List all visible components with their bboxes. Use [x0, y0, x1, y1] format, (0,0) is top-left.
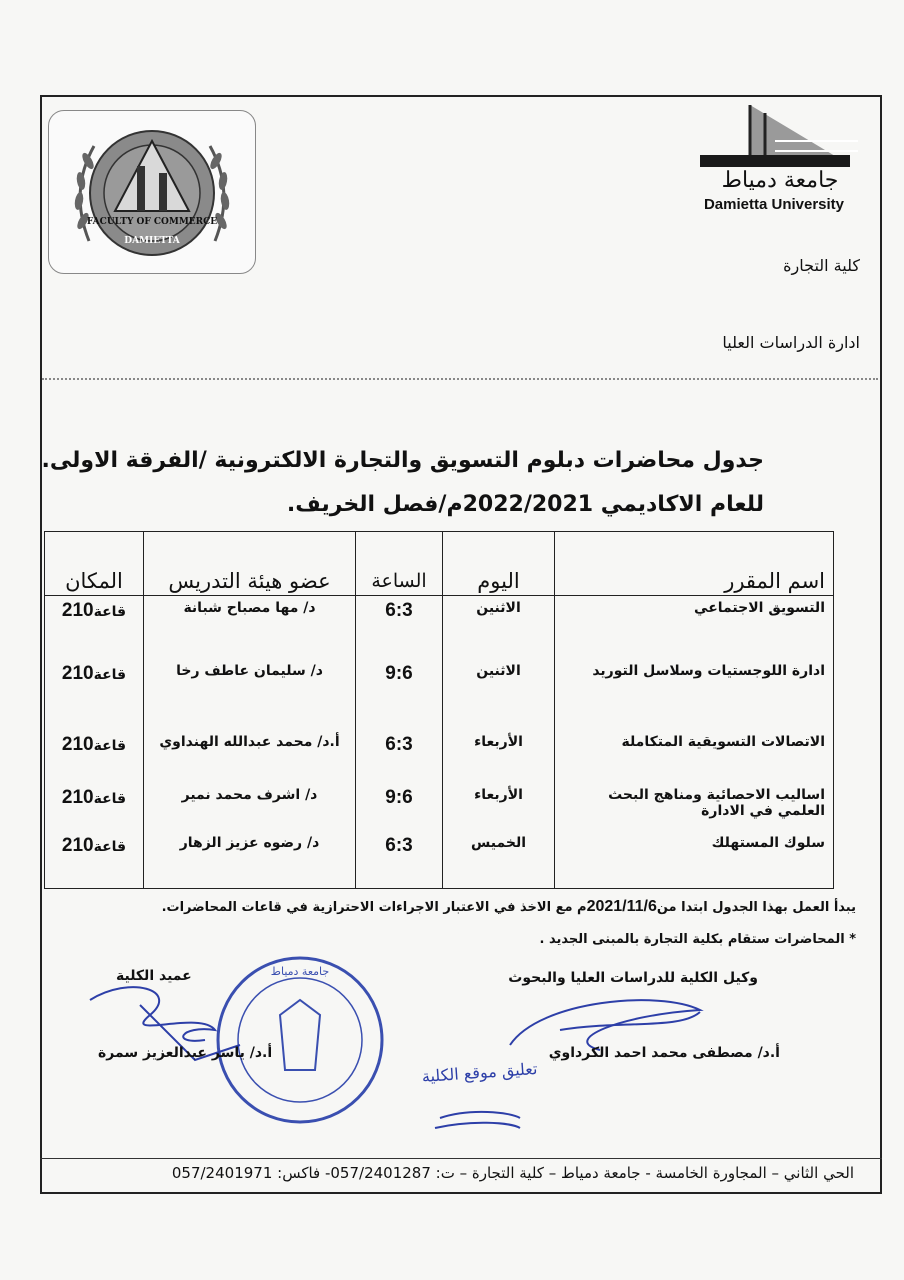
place-number: 210 — [61, 600, 94, 621]
cell-day: الاثنين — [443, 659, 555, 730]
cell-course: اساليب الاحصائية ومناهج البحث العلمي في الادارة — [555, 783, 834, 831]
vice-dean-signature — [510, 1000, 700, 1050]
logo-caption-faculty: FACULTY OF COMMERCE — [86, 217, 218, 227]
handwritten-scribble — [435, 1112, 520, 1128]
cell-course: الاتصالات التسويقية المتكاملة — [555, 730, 834, 783]
logo-caption-city: DAMIETTA — [124, 236, 180, 246]
faculty-name: كلية التجارة — [783, 256, 860, 275]
handwritten-note: تعليق موقع الكلية — [421, 1059, 538, 1087]
header-course: اسم المقرر — [555, 532, 834, 596]
dean-name: أ.د/ ياسر عبدالعزيز سمرة — [98, 1045, 273, 1061]
place-number: 210 — [61, 786, 94, 808]
place-number: 210 — [61, 733, 94, 755]
header-place: المكان — [45, 532, 144, 596]
cell-course: التسويق الاجتماعي — [555, 596, 834, 659]
cell-day: الاثنين — [443, 596, 555, 659]
cell-instructor: د/ رضوه عزيز الزهار — [144, 831, 356, 889]
note-suffix: م مع الاخذ في الاعتبار الاجراءات الاحترازية في قاعات المحاضرات. — [161, 900, 587, 915]
stamp-text: جامعة دمياط — [270, 965, 330, 978]
location-note: * المحاضرات ستقام بكلية التجارة بالمبنى الجديد . — [539, 932, 856, 947]
cell-course: ادارة اللوجستيات وسلاسل التوريد — [555, 659, 834, 730]
vice-dean-title: وكيل الكلية للدراسات العليا والبحوث — [508, 970, 758, 986]
cell-day: الأربعاء — [443, 730, 555, 783]
footer-divider — [40, 1158, 882, 1159]
university-name-arabic: جامعة دمياط — [721, 168, 839, 193]
place-word: قاعة — [93, 838, 127, 855]
cell-course: سلوك المستهلك — [555, 831, 834, 889]
university-name-english: Damietta University — [703, 196, 845, 213]
schedule-title: جدول محاضرات دبلوم التسويق والتجارة الالكترونية /الفرقة الاولى. — [41, 448, 764, 473]
cell-instructor: د/ سليمان عاطف رخا — [144, 659, 356, 730]
cell-time: 6:3 — [356, 596, 443, 659]
place-word: قاعة — [93, 737, 127, 754]
official-stamp — [218, 958, 382, 1122]
cell-instructor: د/ اشرف محمد نمير — [144, 783, 356, 831]
cell-time: 9:6 — [356, 659, 443, 730]
header-instructor: عضو هيئة التدريس — [144, 532, 356, 596]
footer-address: الحي الثاني – المجاورة الخامسة - جامعة دمياط – كلية التجارة – ت: 057/2401287- فاكس: 057/2401971 — [171, 1164, 854, 1182]
dean-title: عميد الكلية — [116, 968, 192, 984]
cell-time: 6:3 — [356, 831, 443, 889]
cell-time: 6:3 — [356, 730, 443, 783]
cell-time: 9:6 — [356, 783, 443, 831]
place-word: قاعة — [93, 666, 127, 683]
cell-day: الخميس — [443, 831, 555, 889]
place-word: قاعة — [93, 604, 127, 620]
vice-dean-name: أ.د/ مصطفى محمد احمد الكرداوي — [548, 1045, 780, 1061]
place-number: 210 — [61, 834, 94, 856]
header-time: الساعة — [356, 532, 443, 596]
schedule-subtitle: للعام الاكاديمي 2022/2021م/فصل الخريف. — [286, 492, 764, 517]
header-day: اليوم — [443, 532, 555, 596]
note-prefix: يبدأ العمل بهذا الجدول ابتدا من — [656, 900, 856, 915]
cell-day: الأربعاء — [443, 783, 555, 831]
cell-instructor: أ.د/ محمد عبدالله الهنداوي — [144, 730, 356, 783]
note-date: 2021/11/6 — [586, 898, 657, 915]
cell-instructor: د/ مها مصباح شبانة — [144, 596, 356, 659]
place-word: قاعة — [93, 790, 127, 807]
department-name: ادارة الدراسات العليا — [722, 333, 860, 352]
place-number: 210 — [61, 662, 94, 684]
